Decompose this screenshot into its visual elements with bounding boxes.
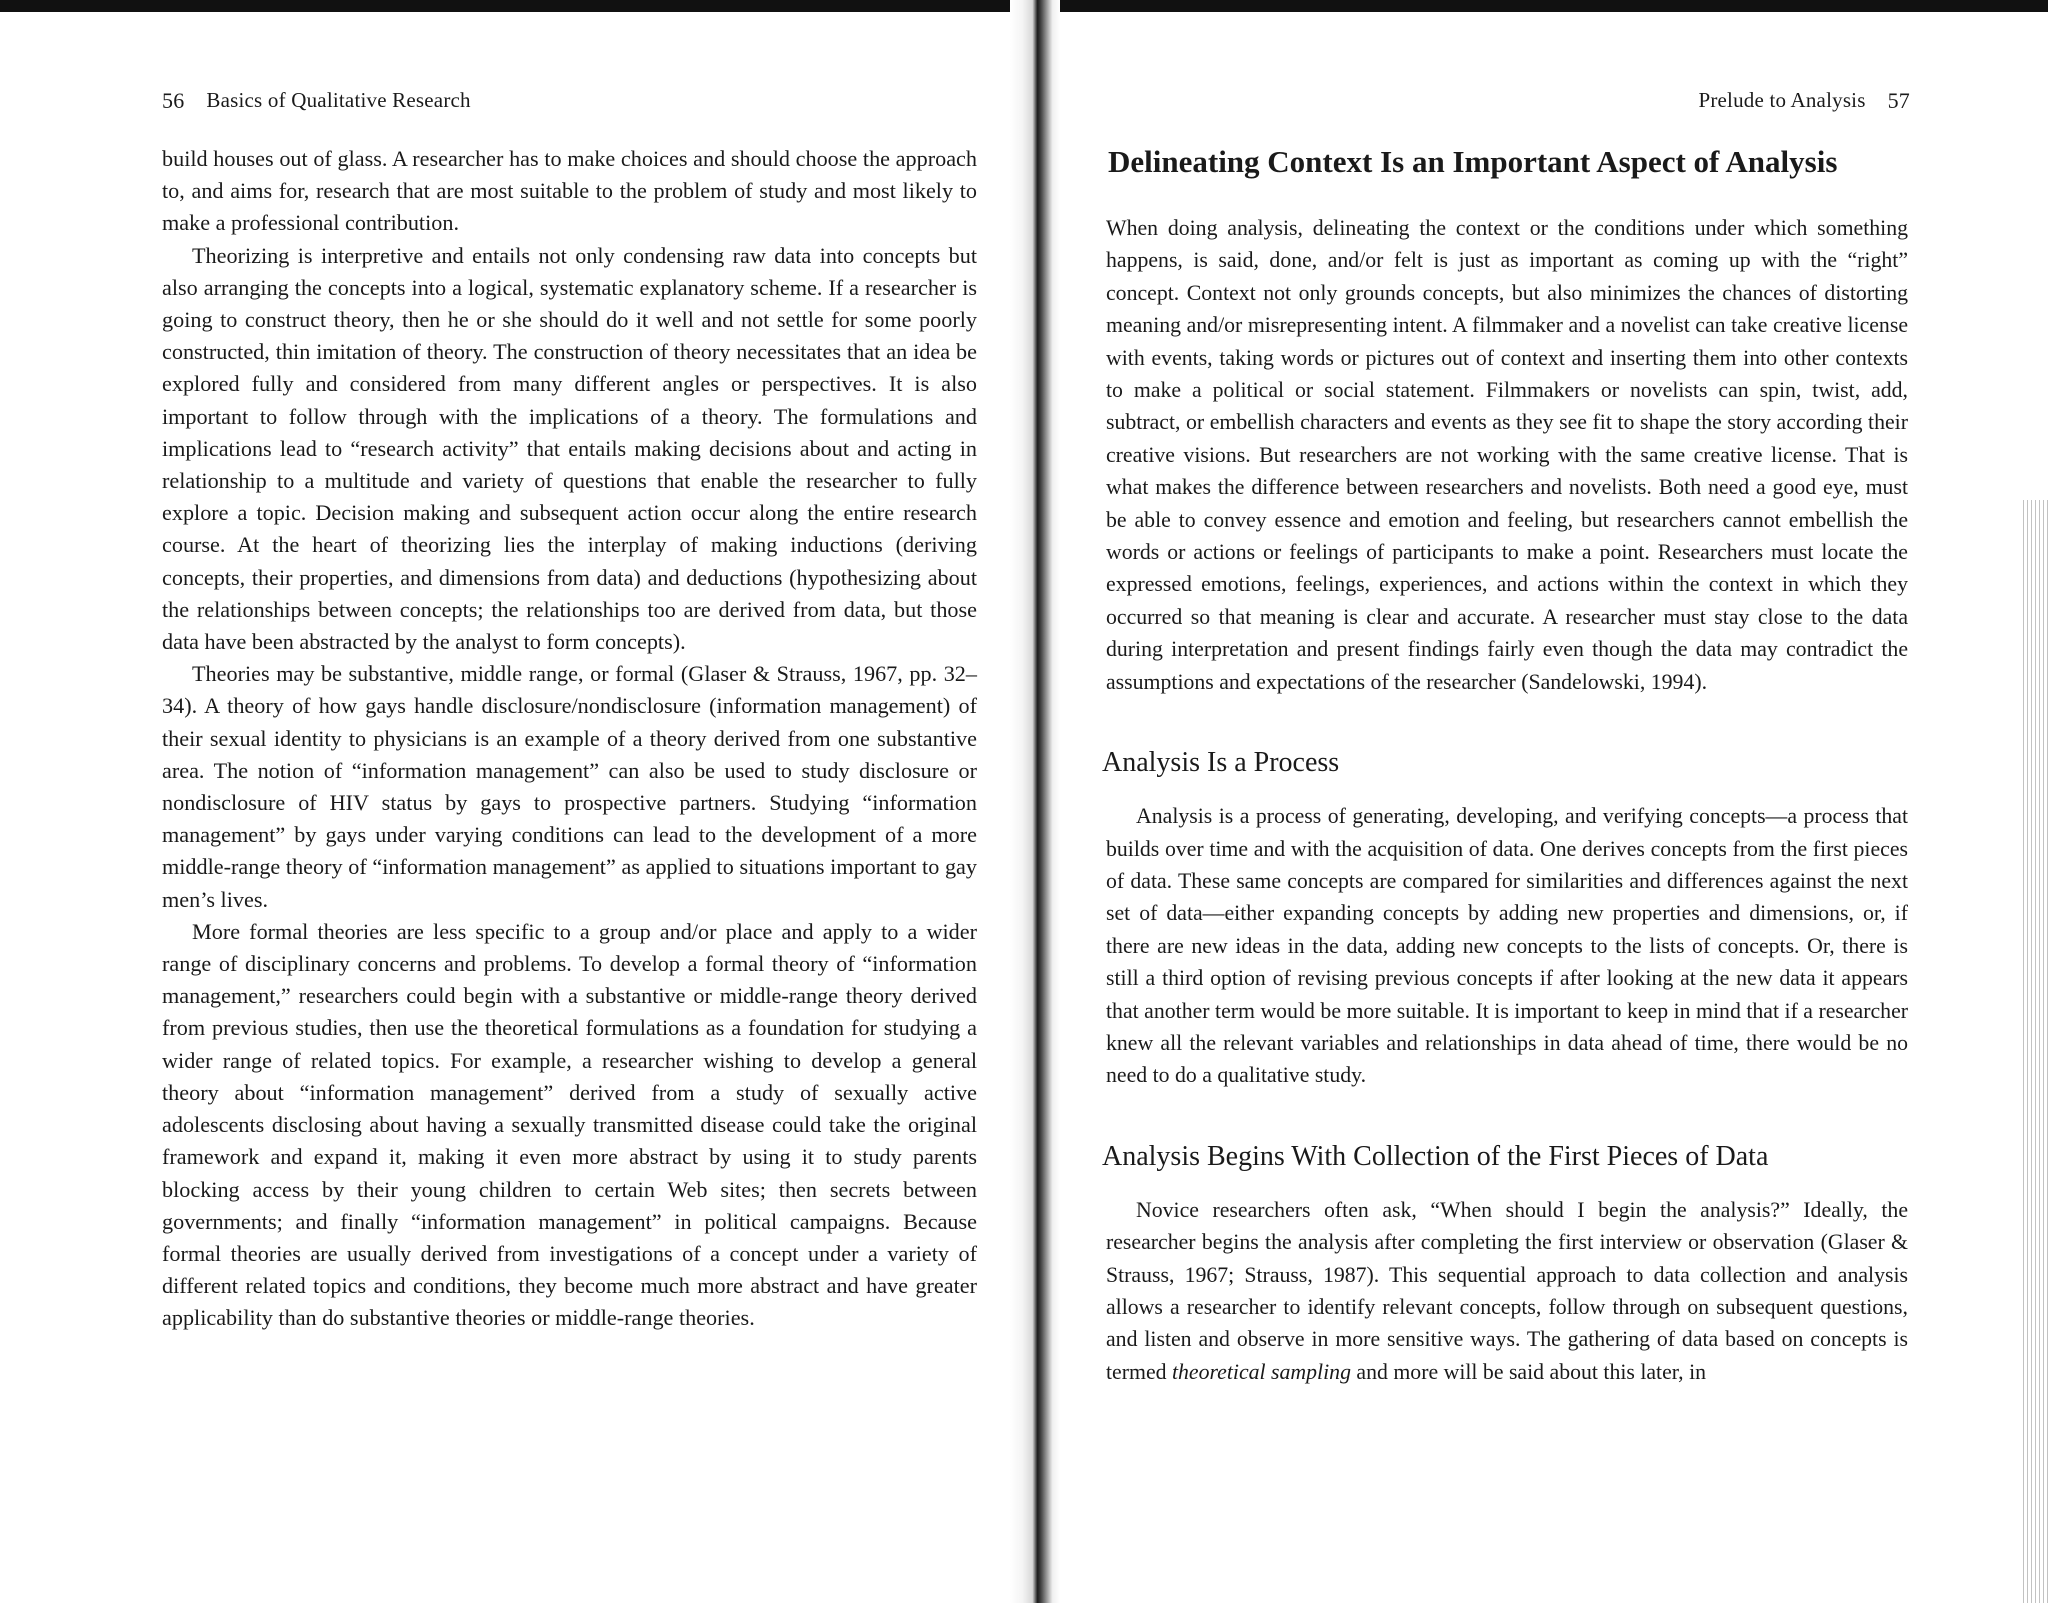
left-running-title: Basics of Qualitative Research [206,88,471,112]
right-page [1100,0,1910,1603]
page-edges [2020,500,2048,1603]
paragraph-begins [1100,1194,1908,1388]
theoretical-sampling-term: theoretical sampling [1171,1359,1351,1384]
left-running-head [162,88,471,114]
right-running-title: Prelude to Analysis [1698,88,1866,112]
right-body-text [1100,142,1908,1388]
section-heading-context: Delineating Context Is an Important Aspect of Analysis [1108,144,1838,179]
paragraph-begins-text-1: Novice researchers often ask, “When should I begin the analysis?” Ideally, the researcher begins the analysis after completing the first interview or observation (Glaser & Strauss, 1967; Strauss, 1987). This sequential approach to data collection and analysis allows a researcher to identify relevant concepts, follow through on subsequent questions, and listen and observe in more sensitive ways. The gathering of data based on concepts is termed [1106,1197,1908,1384]
right-running-head [1698,88,1910,114]
left-page-number: 56 [162,88,185,113]
book-spine [1010,0,1060,1603]
left-paragraph-2: Theorizing is interpretive and entails not only condensing raw data into concepts but also arranging the concepts into a logical, systematic explanatory scheme. If a researcher is going to construct theory, then he or she should do it well and not settle for some poorly constructed, thin imitation of theory. The construction of theory necessitates that an idea be explored fully and considered from many different angles or perspectives. It is also important to follow through with the implications of a theory. The formulations and implications lead to “research activity” that entails making decisions about and acting in relationship to a multitude and variety of questions that enable the researcher to fully explore a topic. Decision making and subsequent action occur along the entire research course. At the heart of theorizing lies the interplay of making inductions (deriving concepts, their properties, and dimensions from data) and deductions (hypothesizing about the relationships between concepts; the relationships too are derived from data, but those data have been abstracted by the analyst to form concepts). [162,242,977,655]
paragraph-context: When doing analysis, delineating the context or the conditions under which something happens, is said, done, and/or felt is just as important as coming up with the “right” concept. Context not only grounds concepts, but also minimizes the chances of distorting meaning and/or misrepresenting intent. A filmmaker and a novelist can take creative license with events, taking words or pictures out of context and inserting them into other contexts to make a political or social statement. Filmmakers or novelists can spin, twist, add, subtract, or embellish characters and events as they see fit to shape the story according their creative visions. But researchers are not working with the same creative license. That is what makes the difference between researchers and novelists. Both need a good eye, must be able to convey essence and emotion and feeling, but researchers cannot embellish the words or actions or feelings of participants to make a point. Researchers must locate the expressed emotions, feelings, experiences, and actions within the context in which they occurred so that meaning is clear and accurate. A researcher must stay close to the data during interpretation and present findings fairly even though the data may contradict the assumptions and expectations of the researcher (Sandelowski, 1994). [1106,216,1908,694]
section-heading-begins: Analysis Begins With Collection of the First Pieces of Data [1102,1140,1769,1172]
left-paragraph-1: build houses out of glass. A researcher has to make choices and should choose the approach to, and aims for, research that are most suitable to the problem of study and most likely to make a professional contribution. [162,146,977,236]
section-heading-process: Analysis Is a Process [1102,747,1340,779]
right-page-number: 57 [1887,88,1910,113]
paragraph-process: Analysis is a process of generating, developing, and verifying concepts—a process that builds over time and with the acquisition of data. One derives concepts from the first pieces of data. These same concepts are compared for similarities and differences against the next set of data—either expanding concepts by adding new properties and dimensions, or, if there are new ideas in the data, adding new concepts to the lists of concepts. Or, there is still a third option of revising previous concepts if after looking at the new data it appears that another term would be more suitable. It is important to keep in mind that if a researcher knew all the relevant variables and relationships in data ahead of time, there would be no need to do a qualitative study. [1106,804,1908,1088]
left-paragraph-4: More formal theories are less specific to a group and/or place and apply to a wider range of disciplinary concerns and problems. To develop a formal theory of “information management,” researchers could begin with a substantive or middle-range theory derived from previous studies, then use the theoretical formulations as a foundation for studying a wider range of related topics. For example, a researcher wishing to develop a general theory about “information management” derived from a study of sexually active adolescents disclosing about having a sexually transmitted disease could take the original framework and expand it, making it even more abstract by using it to study parents blocking access by their young children to certain Web sites; then secrets between governments; and finally “information management” in political campaigns. Because formal theories are usually derived from investigations of a concept under a variety of different related topics and conditions, they become much more abstract and have greater applicability than do substantive theories or middle-range theories. [162,918,977,1331]
left-paragraph-3: Theories may be substantive, middle range, or formal (Glaser & Strauss, 1967, pp. 32–34). A theory of how gays handle disclosure/nondisclosure (information management) of their sexual identity to physicians is an example of a theory derived from one substantive area. The notion of “information management” can also be used to study disclosure or nondisclosure of HIV status by gays to prospective partners. Studying “information management” by gays under varying conditions can lead to the development of a more middle-range theory of “information management” as applied to situations important to gay men’s lives. [162,661,977,912]
paragraph-begins-text-2: and more will be said about this later, in [1350,1359,1707,1384]
left-body-text [162,143,977,1335]
left-page [150,0,980,1603]
